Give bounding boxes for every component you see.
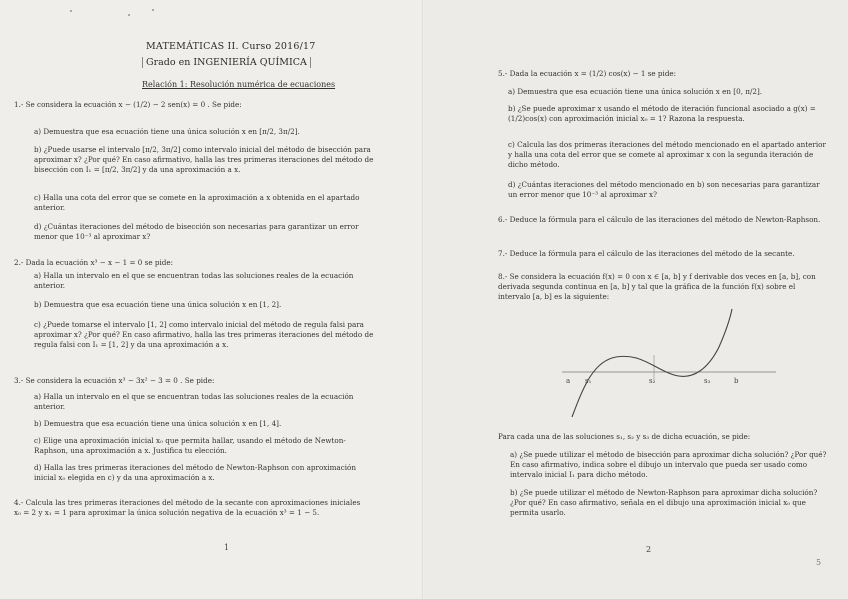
problem-3-part-b: b) Demuestra que esa ecuación tiene una única solución x en [1, 4]. bbox=[34, 419, 282, 428]
problem-3: 3.- Se considera la ecuación x³ − 3x² − 3 = 0 . Se pide: bbox=[14, 376, 215, 385]
problem-2-part-b: b) Demuestra que esa ecuación tiene una única solución x en [1, 2]. bbox=[34, 300, 282, 309]
problem-4: 4.- Calcula las tres primeras iteraciones del método de la secante con aproximaciones iniciales x₀ = 2 y x₁ = 1 para aproximar la única solución negativa de la ecuación x³ = 1 − 5. bbox=[14, 498, 361, 518]
problem-3-part-d: d) Halla las tres primeras iteraciones del método de Newton-Raphson con aproximación inicial x₀ elegida en c) y da una aproximación a x. bbox=[34, 463, 356, 483]
page-number-left: 1 bbox=[224, 543, 230, 552]
problem-8-part-a: a) ¿Se puede utilizar el método de bisección para aproximar dicha solución? ¿Por qué? En caso afirmativo, indica sobre el dibujo un intervalo que pueda ser usado como intervalo inicial I₁ para dicho método. bbox=[510, 450, 827, 480]
problem-5-part-c: c) Calcula las dos primeras iteraciones del método mencionado en el apartado anterior y halla una cota del error que se comete al aproximar x con la segunda iteración de dicho método. bbox=[508, 140, 826, 170]
problem-5-part-d: d) ¿Cuántas iteraciones del método mencionado en b) son necesarias para garantizar un error menor que 10⁻³ al aproximar x? bbox=[508, 180, 820, 200]
problem-1-part-a: a) Demuestra que esa ecuación tiene una única solución x en [π/2, 3π/2]. bbox=[34, 127, 300, 136]
problem-8-followup: Para cada una de las soluciones s₁, s₂ y s₃ de dicha ecuación, se pide: bbox=[498, 432, 751, 441]
corner-mark: 5 bbox=[816, 558, 822, 567]
problem-2: 2.- Dada la ecuación x³ − x − 1 = 0 se pide: bbox=[14, 258, 174, 267]
problem-3-part-a: a) Halla un intervalo en el que se encuentran todas las soluciones reales de la ecuación anterior. bbox=[34, 392, 354, 412]
relation-title: Relación 1: Resolución numérica de ecuaciones bbox=[142, 80, 336, 89]
label-s2: s₂ bbox=[649, 377, 656, 385]
problem-2-part-c: c) ¿Puede tomarse el intervalo [1, 2] como intervalo inicial del método de regula falsi para aproximar x? ¿Por qué? En caso afirmativo, halla las tres primeras iteraciones del método de regula falsi con I₁ = [1, 2] y da una aproximación a x. bbox=[34, 320, 374, 350]
course-title: MATEMÁTICAS II. Curso 2016/17 bbox=[146, 41, 316, 52]
problem-1-part-d: d) ¿Cuántas iteraciones del método de bisección son necesarias para garantizar un error menor que 10⁻³ al aproximar x? bbox=[34, 222, 359, 242]
label-s1: s₁ bbox=[585, 377, 592, 385]
problem-8: 8.- Se considera la ecuación f(x) = 0 con x ∈ [a, b] y f derivable dos veces en [a, b], con derivada segunda continua en [a, b] y tal que la gráfica de la función f(x) sobre el intervalo [a, b] es la siguiente: bbox=[498, 272, 816, 302]
problem-3-part-c: c) Elige una aproximación inicial x₀ que permita hallar, usando el método de Newton-Raphson, una aproximación a x. Justifica tu elección. bbox=[34, 436, 346, 456]
problem-8-part-b: b) ¿Se puede utilizar el método de Newton-Raphson para aproximar dicha solución? ¿Por qué? En caso afirmativo, señala en el dibujo una aproximación inicial x₀ que permita usarlo. bbox=[510, 488, 818, 518]
page-number-right: 2 bbox=[646, 545, 652, 554]
degree-title: Grado en INGENIERÍA QUÍMICA bbox=[142, 57, 311, 68]
problem-1-part-b: b) ¿Puede usarse el intervalo [π/2, 3π/2] como intervalo inicial del método de bisección para aproximar x? ¿Por qué? En caso afirmativo, halla las tres primeras iteraciones del método de bisección con I₁ = [π/2, 3π/2] y da una aproximación a x. bbox=[34, 145, 374, 175]
problem-1: 1.- Se considera la ecuación x − (1/2) − 2 sen(x) = 0 . Se pide: bbox=[14, 100, 242, 109]
problem-5-part-b: b) ¿Se puede aproximar x usando el método de iteración funcional asociado a g(x) = (1/2)cos(x) con aproximación inicial x₀ = 1? Razona la respuesta. bbox=[508, 104, 816, 124]
function-graph bbox=[554, 305, 784, 425]
label-s3: s₃ bbox=[704, 377, 711, 385]
label-b: b bbox=[734, 377, 739, 385]
problem-5-part-a: a) Demuestra que esa ecuación tiene una única solución x en [0, π/2]. bbox=[508, 87, 763, 96]
problem-6: 6.- Deduce la fórmula para el cálculo de las iteraciones del método de Newton-Raphson. bbox=[498, 215, 821, 224]
problem-2-part-a: a) Halla un intervalo en el que se encuentran todas las soluciones reales de la ecuación anterior. bbox=[34, 271, 354, 291]
problem-7: 7.- Deduce la fórmula para el cálculo de las iteraciones del método de la secante. bbox=[498, 249, 795, 258]
label-a: a bbox=[566, 377, 571, 385]
right-page bbox=[424, 0, 848, 599]
problem-1-part-c: c) Halla una cota del error que se comete en la aproximación a x obtenida en el apartado anterior. bbox=[34, 193, 360, 213]
problem-5: 5.- Dada la ecuación x = (1/2) cos(x) − 1 se pide: bbox=[498, 69, 677, 78]
curve-fx bbox=[572, 309, 732, 417]
